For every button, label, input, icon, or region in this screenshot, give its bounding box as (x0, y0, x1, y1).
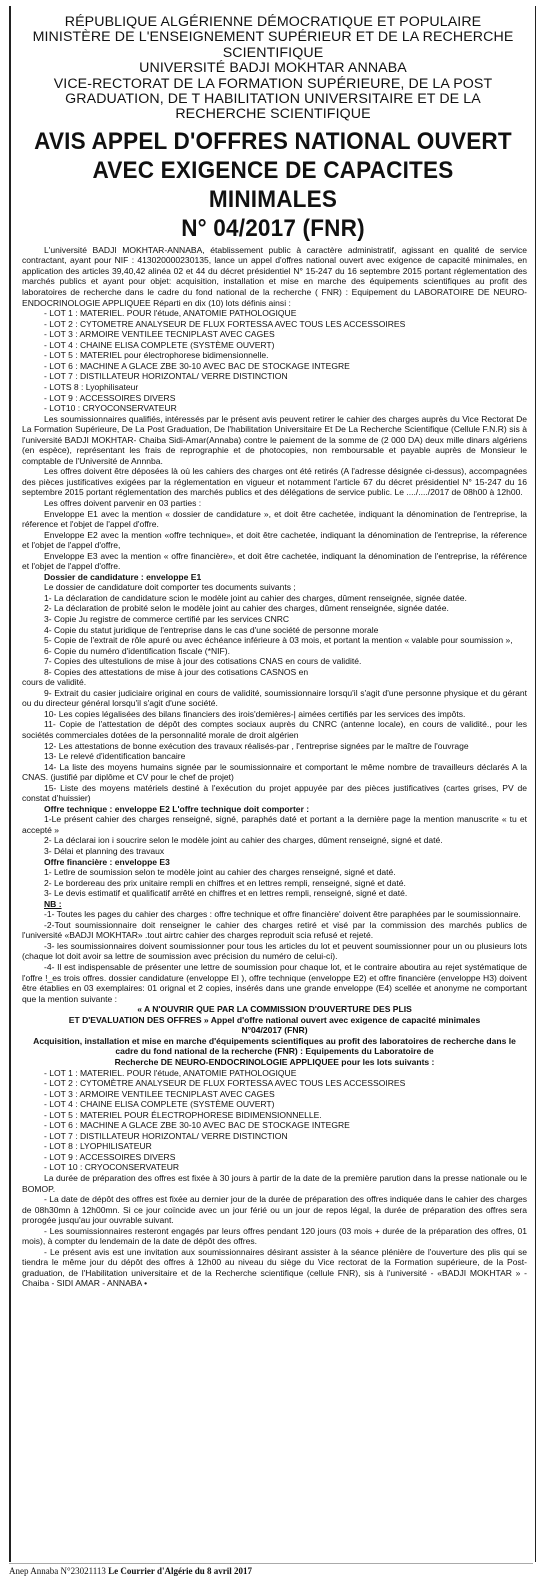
notice-frame (9, 6, 536, 1562)
tech-item: 3- Délai et planning des travaux (44, 846, 165, 857)
tech-item: 1-Le présent cahier des charges renseigné, signé, paraphés daté et portant a la dernière page la mention manuscrite « tu et accepté » (22, 814, 527, 835)
mention-line: ET D'EVALUATION DES OFFRES » Appel d'offre national ouvert avec exigence de capacité minimales (68, 1014, 481, 1025)
dossier-list (22, 593, 527, 804)
nb-item: -1- Toutes les pages du cahier des charges : offre technique et offre financière' doivent être paraphées par le soumissionnaire. (44, 909, 521, 920)
dossier-item: 11- Copie de l'attestation de dépôt des comptes sociaux auprès du CNRC (antenne locale), en cours de validité., pour les sociétés commerciales dotées de la personnalité morale de droit algérien (22, 719, 527, 740)
lot-item: - LOT 10 : CRYOCONSERVATEUR (44, 1162, 180, 1173)
date-depot-paragraph: - La date de dépôt des offres est fixée au dernier jour de la durée de préparation des offres indiquée dans le cahier des charges de 08h30mn à 12h00mn. Si ce jour coïncide avec un jour férié ou un jour de repos légal, la durée de préparation des offres sera prorogée jusqu'au jour ouvrable suivant. (22, 1194, 527, 1226)
header-line: RECHERCHE SCIENTIFIQUE (175, 106, 371, 123)
lot-item: - LOT 4 : CHAINE ELISA COMPLETE (SYSTÈME OUVERT) (44, 1099, 275, 1110)
header-line: VICE-RECTORAT DE LA FORMATION SUPÉRIEURE, DE LA POST (53, 75, 493, 92)
duree-paragraph: La durée de préparation des offres est fixée à 30 jours à partir de la date de la première parution dans la presse nationale ou le BOMOP. (22, 1172, 527, 1194)
engagement-paragraph: - Les soumissionnaires resteront engagés par leurs offres pendant 120 jours (03 mois + durée de la préparation des offres, 01 mois), à compter du lendemain de la date de dépôt des offres. (22, 1225, 527, 1247)
mention-line: Acquisition, installation et mise en marche d'équipements scientifiques au profit des laboratoires de recherche dans le cadre du fond national de la recherche (FNR) : Equipements du Laboratoire de (33, 1035, 516, 1057)
mention-line: N°04/2017 (FNR) (241, 1025, 308, 1036)
lot-item: - LOT 7 : DISTILLATEUR HORIZONTAL/ VERRE DISTINCTION (44, 371, 288, 382)
dossier-item: 6- Copie du numéro d'identification fiscale (*NIF). (44, 645, 230, 656)
lot-list-1 (22, 308, 527, 413)
nb-item: -4- Il est indispensable de présenter une lettre de soumission pour chaque lot, et le contraire aboutira au rejet systématique de l'offre !_es trois offres. dossier candidature (enveloppe El ), offre technique (enveloppe E2) et offre financière (enveloppe H3) doivent être établies en 03 exemplaires: 01 orignal et 2 copies, insérés dans une grande enveloppe (E4) scellée et anonyme ne comportant que la mention suivante : (22, 962, 527, 1004)
dossier-item: 10- Les copies légalisées des bilans financiers des irois'demières-| aimées certifiés par les services des impôts. (44, 708, 466, 719)
dossier-item: 12- Les attestations de bonne exécution des travaux réalisés-par , l'entreprise signées par le maître de l'ouvrage (44, 740, 469, 751)
soumissionnaires-paragraph: Les soumissionnaires qualifiés, intéressés par le présent avis peuvent retirer le cahier des charges auprès du Vice Rectorat De La Formation Supérieure, De La Post Graduation, De l'habilitation Universitaire Et De La Recherche Scientifique (Cellule F.N.R) sis à l'université BADJI MOKHTAR- Chaiba Sidi-Amar(Annaba) contre le paiement de la somme de (2 000 DA) deux mille dinars algériens (en espèce), représentant les frais de reprographie et de photocopies, non remboursable et payable auprès de Monsieur le comptable de l'Université de Annnba. (22, 413, 527, 466)
tech-item: 2- La déclarai ion i soucrire selon le modèle joint au cahier des charges, dûment renseigné, signé et daté. (44, 835, 443, 846)
dossier-intro: Le dossier de candidature doit comporter tes documents suivants ; (44, 582, 296, 593)
footer-reference: Anep Annaba N°23021113 (9, 1566, 106, 1576)
fin-list (22, 867, 527, 899)
dossier-item: 7- Copies des ultestulions de mise à jour des cotisations CNAS en cours de validité. (44, 656, 362, 667)
title-line-1: AVIS APPEL D'OFFRES NATIONAL OUVERT (34, 127, 512, 155)
title-line-3: N° 04/2017 (FNR) (181, 214, 365, 242)
intro-paragraph: L'université BADJI MOKHTAR-ANNABA, établissement public à caractère administratif, agissant en qualité de service contractant, ayant pour NIF : 413020000230135, lance un appel d'offres national ouvert avec exigence de capacité minimales, en application des articles 39,40,42 alinéa 02 et 44 du décret présidentiel N° 15-247 du 16 septembre 2015 portant réglementation des marchés publics et ayant pour objet: acquisition, installation et mise en marche des équipements scientifiques au profit des laboratoires de recherche dans le cadre du fond national de la recherche ( FNR) : Equipement du LABORATOIRE DE NEURO-ENDOCRINOLOGIE APPLIQUEE Réparti en dix (10) lots définis ainsi : (22, 244, 527, 308)
enveloppe-e2: Enveloppe E2 avec la mention «offre technique», et doit être cachetée, indiquant la dénomination de l'entreprise, la réference et l'objet de l'appel d'offre, (22, 529, 527, 551)
lot-item: - LOT 1 : MATERIEL. POUR l'étude, ANATOMIE PATHOLOGIQUE (44, 308, 297, 319)
header-line: RÉPUBLIQUE ALGÉRIENNE DÉMOCRATIQUE ET POPULAIRE (64, 14, 482, 30)
dossier-item: 2- La déclaration de probité selon le modèle joint au cahier des charges, dûment renseignée, signée datée. (44, 603, 449, 614)
dossier-item: 15- Liste des moyens matériels destiné à l'exécution du projet appuyée par des pièces justificatives (cartes grises, PV de constat d'huissier) (22, 782, 527, 804)
parties-paragraph: Les offres doivent parvenir en 03 parties : (44, 497, 202, 508)
footer (9, 1566, 252, 1576)
lot-item: - LOT 6 : MACHINE A GLACE ZBE 30-10 AVEC BAC DE STOCKAGE INTEGRE (44, 1120, 350, 1131)
dossier-item: 14- La liste des moyens humains signée par le soumissionnaire et comportant le même nombre de travailleurs déclarés A la CNAS. (justifié par diplôme et CV pour le chef de projet) (22, 761, 527, 783)
mention-line: « A N'OUVRIR QUE PAR LA COMMISSION D'OUVERTURE DES PLIS (137, 1004, 412, 1015)
header-line: MINISTÈRE DE L'ENSEIGNEMENT SUPÉRIEUR ET DE LA RECHERCHE (32, 29, 514, 46)
lot-item: - LOT10 : CRYOCONSERVATEUR (44, 403, 177, 414)
dossier-item: 9- Extrait du casier judiciaire original en cours de validité, soumissionnaire lorsqu'il s'agit d'une personne physique et du gérant ou du directeur général lorsqu'il s'agit d'une société. (22, 687, 527, 709)
title-line-2: AVEC EXIGENCE DE CAPACITES MINIMALES (92, 156, 454, 213)
lot-item: - LOT 1 : MATERIEL. POUR l'étude, ANATOMIE PATHOLOGIQUE (44, 1067, 297, 1078)
footer-publication: Le Courrier d'Algérie du 8 avril 2017 (108, 1566, 252, 1576)
lot-item: - LOT 7 : DISTILLATEUR HORIZONTAL/ VERRE DISTINCTION (44, 1130, 288, 1141)
nb-item: -3- les soumissionnaires doivent soumissionner pour tous les articles du lot et peuvent soumissionner pour un ou plusieurs lots (chaque lot doit avoir sa lettre de soumission avec précision du numéro de celui-ci). (22, 940, 527, 962)
lot-item: - LOT 5 : MATERIEL pour électrophorese bidimensionnelle. (44, 350, 269, 361)
lot-item: - LOT 3 : ARMOIRE VENTILEE TECNIPLAST AVEC CAGES (44, 329, 275, 340)
heading-nb: NB : (44, 898, 62, 909)
lot-item: - LOTS 8 : Lyophilisateur (44, 381, 139, 392)
lot-item: - LOT 9 : ACCESSOIRES DIVERS (44, 392, 176, 403)
envelope-mention-block (22, 1004, 527, 1067)
enveloppe-e1: Enveloppe E1 avec la mention « dossier de candidature », et doit être cachetée, indiquant la dénomination de l'entreprise, la réference et l'objet de l'appel d'offre. (22, 508, 527, 530)
dossier-item: 8- Copies des attestations de mise à jour des cotisations CASNOS en (44, 666, 309, 677)
header-line: UNIVERSITÉ BADJI MOKHTAR ANNABA (139, 60, 407, 77)
lot-item: - LOT 9 : ACCESSOIRES DIVERS (44, 1151, 176, 1162)
dossier-item: 4- Copie du statut juridique de l'entreprise dans le cas d'une société de personne morale (44, 624, 379, 635)
header-block (11, 15, 535, 123)
footer-separator (9, 1563, 533, 1564)
lot-item: - LOT 3 : ARMOIRE VENTILEE TECNIPLAST AVEC CAGES (44, 1088, 275, 1099)
lot-list-2 (22, 1068, 527, 1173)
dossier-item: 13- Le relevé d'identification bancaire (44, 751, 186, 762)
fin-item: 2- Le bordereau des prix unitaire rempli en chiffres et en lettres rempli, renseigné, signé et daté. (44, 877, 406, 888)
lot-item: - LOT 2 : CYTOMETRE ANALYSEUR DE FLUX FORTESSA AVEC TOUS LES ACCESSOIRES (44, 318, 406, 329)
mention-line: Recherche DE NEURO-ENDOCRINOLOGIE APPLIQUEE pour les lots suivants : (114, 1056, 435, 1067)
lot-item: - LOT 2 : CYTOMÈTRE ANALYSEUR DE FLUX FORTESSA AVEC TOUS LES ACCESSOIRES (44, 1078, 406, 1089)
lot-item: - LOT 6 : MACHINE A GLACE ZBE 30-10 AVEC BAC DE STOCKAGE INTEGRE (44, 360, 350, 371)
lot-item: - LOT 4 : CHAINE ELISA COMPLETE (SYSTÈME OUVERT) (44, 339, 275, 350)
dossier-item: cours de validité. (22, 677, 87, 688)
notice-title (32, 127, 514, 243)
nb-item: -2-Tout soumissionnaire doit renseigner le cahier des charges retiré et visé par la commission des marchés publics de l'université «BADJI MOKHTAR» .tout airtrc cahier des charges reproduit scia refusé et rejeté. (22, 919, 527, 941)
header-line: SCIENTIFIQUE (222, 44, 324, 61)
heading-offre-financiere: Offre financière : enveloppe E3 (44, 856, 170, 867)
heading-dossier-candidature: Dossier de candidature : enveloppe E1 (44, 571, 202, 582)
depot-offres-paragraph: Les offres doivent être déposées là où les cahiers des charges ont été retirés (A l'adresse désignée ci-dessus), accompagnées des pièces justificatives exigées par la réglementation en vigueur et notamment l'article 67 du décret présidentiel N° 15-247 du 16 septembre 2015 portant réglementation des marchés publics et des délégations de service public. Le ..../..../2017 de 08h00 à 12h00. (22, 466, 527, 498)
lot-item: - LOT 5 : MATERIEL POUR ÉLECTROPHORESE BIDIMENSIONNELLE. (44, 1109, 322, 1120)
header-line: GRADUATION, DE T HABILITATION UNIVERSITAIRE ET DE LA (65, 91, 481, 108)
lot-item: - LOT 8 : LYOPHILISATEUR (44, 1141, 152, 1152)
dossier-item: 3- Copie Ju registre de commerce certifié par les services CNRC (44, 613, 290, 624)
invitation-paragraph: - Le présent avis est une invitation aux soumissionnaires désirant assister à la séance plénière de l'ouverture des plis qui se tiendra le même jour du dépôt des offres à 12h00 au niveau du siège du Vice rectorat de la Formation supérieure, de la Post- graduation, de l'Habilitation universitaire et de la Recherche scientifique (cellule FNR), sis à l'université - «BADJI MOKHTAR » - Chaiba - SIDI AMAR - ANNABA • (22, 1246, 527, 1289)
notice-body (11, 243, 535, 1289)
tech-list (22, 814, 527, 856)
enveloppe-e3: Enveloppe E3 avec la mention « offre financière», et doit être cachetée, indiquant la dénomination de l'entreprise, la référence et l'objet de l'appel d'offre. (22, 550, 527, 572)
fin-item: 1- Letlre de soumission selon te modèle joint au cahier des charges renseigné, signé et daté. (44, 867, 396, 878)
nb-list (22, 909, 527, 1004)
dossier-item: 1- La déclaration de candidature scion le modèle joint au cahier des charges, dûment renseignée, signée datée. (44, 592, 467, 603)
heading-offre-technique: Offre technique : enveloppe E2 L'offre technique doit comporter : (44, 803, 310, 814)
fin-item: 3- Le devis estimatif et qualificatif arrêté en chiffres et en lettres rempli, renseigné, signé et daté. (44, 888, 408, 899)
dossier-item: 5- Copie de l'extrait de rôle apuré ou avec échéance inférieure à 03 mois, et portant la mention « valable pour soumission », (44, 635, 513, 646)
